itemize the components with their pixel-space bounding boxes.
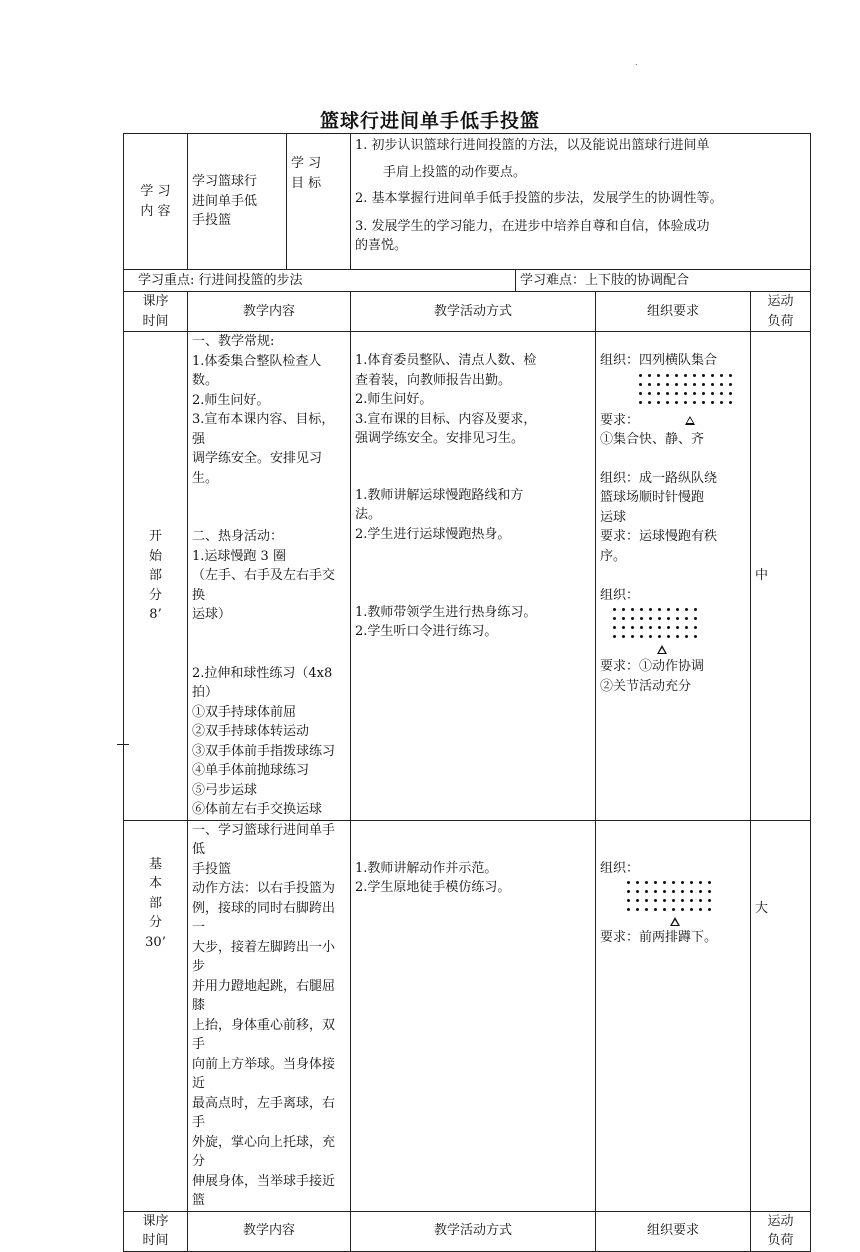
player-dot [676,635,679,638]
player-dot [729,374,732,377]
player-dot [708,890,711,893]
player-dot [639,383,642,386]
player-dot [640,626,643,629]
player-dot [708,908,711,911]
player-dot [649,635,652,638]
formation-dots-practice [624,878,746,914]
footer-header-time: 课序 时间 [124,1211,188,1251]
player-dot [720,383,723,386]
player-dot [675,401,678,404]
player-dot [654,890,657,893]
player-dot [622,635,625,638]
player-dot [681,890,684,893]
section1-load: 中 [751,332,811,821]
player-dot [658,617,661,620]
player-dot [649,617,652,620]
player-dot [676,626,679,629]
player-dot [690,881,693,884]
player-dot [636,908,639,911]
player-dot [672,899,675,902]
player-dot [622,617,625,620]
player-dot [699,890,702,893]
player-dot [711,392,714,395]
player-dot [639,374,642,377]
player-dot [663,890,666,893]
page-mark: . [635,58,638,67]
teacher-triangle-icon [657,645,667,654]
player-dot [675,392,678,395]
goal-2: 2. 基本掌握行进间单手低手投篮的步法，发展学生的协调性等。 [355,191,723,206]
player-dot [699,881,702,884]
player-dot [663,908,666,911]
player-dot [720,392,723,395]
header-load: 运动 负荷 [751,292,811,332]
player-dot [672,881,675,884]
player-dot [640,617,643,620]
lesson-plan-table [123,133,811,1252]
player-dot [658,608,661,611]
player-dot [685,626,688,629]
player-dot [672,890,675,893]
player-dot [657,392,660,395]
formation-dots-warmup [610,605,746,641]
player-dot [693,401,696,404]
player-dot [658,635,661,638]
player-dot [613,626,616,629]
player-dot [648,392,651,395]
player-dot [613,617,616,620]
player-dot [645,881,648,884]
player-dot [681,881,684,884]
player-dot [666,383,669,386]
player-dot [649,626,652,629]
player-dot [649,608,652,611]
player-dot [639,392,642,395]
player-dot [667,635,670,638]
player-dot [672,908,675,911]
player-dot [702,392,705,395]
player-dot [694,626,697,629]
player-dot [622,608,625,611]
player-dot [645,899,648,902]
player-dot [711,374,714,377]
player-dot [729,383,732,386]
player-dot [627,881,630,884]
header-org: 组织要求 [596,292,751,332]
footer-header-content: 教学内容 [188,1211,351,1251]
header-content: 教学内容 [188,292,351,332]
player-dot [640,635,643,638]
player-dot [658,626,661,629]
player-dot [684,401,687,404]
player-dot [702,401,705,404]
player-dot [627,908,630,911]
player-dot [648,374,651,377]
player-dot [685,617,688,620]
player-dot [645,908,648,911]
player-dot [693,383,696,386]
player-dot [645,890,648,893]
section2-time: 基 本 部 分 30’ [124,820,188,1211]
player-dot [657,401,660,404]
player-dot [699,899,702,902]
player-dot [648,383,651,386]
player-dot [676,608,679,611]
player-dot [702,383,705,386]
player-dot [648,401,651,404]
player-dot [681,908,684,911]
player-dot [676,617,679,620]
player-dot [694,635,697,638]
section2-content: 一、学习篮球行进间单手低 手投篮 动作方法：以右手投篮为 例，接球的同时右脚跨出一 大步，接着左脚跨出一小步 并用力蹬地起跳，右腿屈膝 上抬，身体重心前移，双手 向前上方举球。当身体接近 最高点时，左手离球，右手 外旋，掌心向上托球，充分 伸展身体，当举球手接近篮 [188,820,351,1211]
player-dot [694,617,697,620]
player-dot [702,374,705,377]
player-dot [622,626,625,629]
player-dot [708,881,711,884]
player-dot [627,899,630,902]
player-dot [657,383,660,386]
player-dot [694,608,697,611]
player-dot [613,635,616,638]
player-dot [640,608,643,611]
footer-header-method: 教学活动方式 [351,1211,596,1251]
section1-time: 开 始 部 分 8’ [124,332,188,821]
player-dot [654,899,657,902]
player-dot [657,374,660,377]
player-dot [667,617,670,620]
page-title: 篮球行进间单手低手投篮 [319,110,540,132]
player-dot [711,383,714,386]
learning-goal-label: 学 习 目 标 [287,134,351,270]
player-dot [654,881,657,884]
player-dot [684,374,687,377]
player-dot [667,608,670,611]
player-dot [627,890,630,893]
section2-load: 大 [751,820,811,1211]
goal-3: 3. 发展学生的学习能力，在进步中培养自尊和自信，体验成功 [355,218,710,234]
player-dot [708,899,711,902]
key-point: 学习重点: 行进间投篮的步法 [124,270,516,292]
player-dot [693,374,696,377]
footer-header-org: 组织要求 [596,1211,751,1251]
player-dot [663,881,666,884]
section2-org: 组织： 要求：前两排蹲下。 [596,820,751,1211]
player-dot [663,899,666,902]
footer-header-load: 运动 负荷 [751,1211,811,1251]
player-dot [690,908,693,911]
player-dot [693,392,696,395]
player-dot [685,635,688,638]
player-dot [684,392,687,395]
player-dot [720,374,723,377]
formation-dots-four-rows [636,371,746,407]
player-dot [666,374,669,377]
player-dot [729,392,732,395]
player-dot [631,617,634,620]
player-dot [675,374,678,377]
player-dot [720,401,723,404]
player-dot [729,401,732,404]
player-dot [631,635,634,638]
player-dot [666,401,669,404]
header-time: 课序 时间 [124,292,188,332]
player-dot [639,401,642,404]
player-dot [681,899,684,902]
header-method: 教学活动方式 [351,292,596,332]
section1-method: 1.体育委员整队、清点人数、检 查着装，向教师报告出勤。 2.师生问好。 3.宣布课的目标、内容及要求， 强调学练安全。安排见习生。 1.教师讲解运球慢跑路线和方 法。 2.学生进行运球慢跑热身。 1.教师带领学生进行热身练习。 2.学生听口令进行练习。 [351,332,596,821]
teacher-triangle-icon [685,416,695,425]
player-dot [690,899,693,902]
player-dot [699,908,702,911]
learning-content-label: 学 习 内 容 [124,134,188,270]
player-dot [631,608,634,611]
player-dot [690,890,693,893]
player-dot [685,608,688,611]
player-dot [613,608,616,611]
player-dot [711,401,714,404]
section1-org: 组织：四列横队集合 要求： ①集合快、静、齐 组织：成一路纵队绕 篮球场顺时针慢跑 运球 要求：运球慢跑有秩 序。 组织： 要求：①动作协调 ②关节活动充分 [596,332,751,821]
difficulty: 学习难点：上下肢的协调配合 [516,270,811,292]
player-dot [667,626,670,629]
goal-3-cont: 的喜悦。 [355,238,408,253]
section2-method: 1.教师讲解动作并示范。 2.学生原地徒手模仿练习。 [351,820,596,1211]
player-dot [636,899,639,902]
player-dot [636,890,639,893]
player-dot [654,908,657,911]
stray-rule [117,744,129,745]
teacher-triangle-icon [670,917,680,926]
player-dot [631,626,634,629]
player-dot [666,392,669,395]
goal-1: 1. 初步认识篮球行进间投篮的方法，以及能说出篮球行进间单 [355,138,710,153]
goal-1-cont: 手肩上投篮的动作要点。 [383,164,527,180]
section1-content: 一、教学常规: 1.体委集合整队检查人数。 2.师生问好。 3.宣布本课内容、目标，强 调学练安全。安排见习生。 二、热身活动： 1.运球慢跑 3 圈 （左手、右手及左右手交换 运球） 2.拉伸和球性练习（4x8 拍） ①双手持球体前屈 ②双手持球体转运动 ③双手体前手指拨球练习 ④单手体前抛球练习 ⑤弓步运球 ⑥体前左右手交换运球 [188,332,351,821]
player-dot [675,383,678,386]
learning-content-value: 学习篮球行 进间单手低 手投篮 [188,134,287,270]
learning-goals [351,134,811,270]
player-dot [636,881,639,884]
player-dot [684,383,687,386]
